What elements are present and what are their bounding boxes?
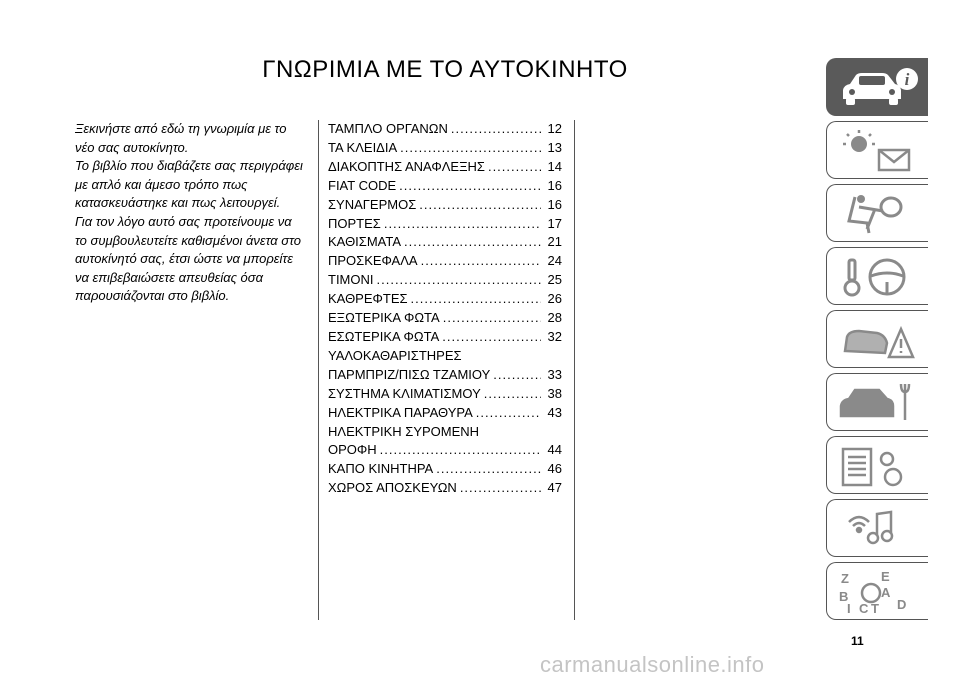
svg-text:Z: Z	[841, 571, 849, 586]
car-crash-warning-icon	[837, 317, 919, 363]
tab-multimedia[interactable]	[826, 499, 928, 557]
svg-text:I: I	[847, 601, 851, 615]
toc-entry-seats[interactable]: ΚΑΘΙΣΜΑΤΑ ..... 21	[328, 233, 562, 252]
svg-text:A: A	[881, 585, 891, 600]
tab-index[interactable]	[826, 562, 928, 620]
car-info-icon	[837, 65, 919, 111]
toc-entry-exterior-lights[interactable]: ΕΞΩΤΕΡΙΚΑ ΦΩΤΑ ..... 28	[328, 309, 562, 328]
tab-emergency[interactable]	[826, 310, 928, 368]
seat-airbag-icon	[837, 191, 919, 237]
table-of-contents	[328, 120, 562, 498]
toc-entry-interior-lights[interactable]: ΕΣΩΤΕΡΙΚΑ ΦΩΤΑ ..... 32	[328, 328, 562, 347]
intro-text	[75, 120, 305, 306]
toc-entry-mirrors[interactable]: ΚΑΘΡΕΦΤΕΣ ..... 26	[328, 290, 562, 309]
toc-entry-doors[interactable]: ΠΟΡΤΕΣ ..... 17	[328, 215, 562, 234]
intro-paragraph: Για τον λόγο αυτό σας προτείνουμε να το συμβουλευτείτε καθισμένοι άνετα στο αυτοκίνητό σας, έτσι ώστε να μπορείτε να επιβεβαιώσετε απευθείας όσα παρουσιάζονται στο βιβλίο.	[75, 213, 302, 304]
toc-entry-steering-wheel[interactable]: ΤΙΜΟΝΙ ..... 25	[328, 271, 562, 290]
svg-text:E: E	[881, 569, 890, 584]
warning-lights-message-icon	[837, 128, 919, 174]
tab-warning-lights[interactable]	[826, 121, 928, 179]
intro-paragraph: Ξεκινήστε από εδώ τη γνωριμία με το νέο σας αυτοκίνητο.	[75, 121, 287, 155]
svg-text:B: B	[839, 589, 849, 604]
toc-entry-dashboard[interactable]: ΤΑΜΠΛΟ ΟΡΓΑΝΩΝ ..... 12	[328, 120, 562, 139]
toc-entry-bonnet[interactable]: ΚΑΠΟ ΚΙΝΗΤΗΡΑ ..... 46	[328, 460, 562, 479]
toc-entry-head-restraints[interactable]: ΠΡΟΣΚΕΦΑΛΑ ..... 24	[328, 252, 562, 271]
tab-starting-driving[interactable]	[826, 247, 928, 305]
toc-entry-luggage-compartment[interactable]: ΧΩΡΟΣ ΑΠΟΣΚΕΥΩΝ ..... 47	[328, 479, 562, 498]
alphabetical-index-icon	[837, 569, 919, 615]
car-wrench-icon	[837, 380, 919, 426]
tab-technical-data[interactable]	[826, 436, 928, 494]
tab-maintenance[interactable]	[826, 373, 928, 431]
svg-text:i: i	[904, 70, 910, 89]
svg-text:C: C	[859, 601, 869, 615]
toc-entry-alarm[interactable]: ΣΥΝΑΓΕΡΜΟΣ ..... 16	[328, 196, 562, 215]
svg-text:T: T	[871, 601, 879, 615]
intro-paragraph: Το βιβλίο που διαβάζετε σας περιγράφει με απλό και άμεσο τρόπο πως κατασκευάστηκε και πως λειτουργεί.	[75, 158, 303, 211]
toc-entry-climate-control[interactable]: ΣΥΣΤΗΜΑ ΚΛΙΜΑΤΙΣΜΟΥ ..... 38	[328, 385, 562, 404]
specifications-gear-icon	[837, 443, 919, 489]
toc-entry-ignition-switch[interactable]: ΔΙΑΚΟΠΤΗΣ ΑΝΑΦΛΕΞΗΣ ..... 14	[328, 158, 562, 177]
svg-text:D: D	[897, 597, 907, 612]
toc-entry-sunroof[interactable]: ΗΛΕΚΤΡΙΚΗ ΣΥΡΟΜΕΝΗ ΟΡΟΦΗ ..... 44	[328, 423, 562, 461]
toc-entry-power-windows[interactable]: ΗΛΕΚΤΡΙΚΑ ΠΑΡΑΘΥΡΑ ..... 43	[328, 404, 562, 423]
tab-getting-to-know-car[interactable]	[826, 58, 928, 116]
key-steering-wheel-icon	[837, 254, 919, 300]
column-divider-left	[318, 120, 319, 620]
toc-entry-keys[interactable]: ΤΑ ΚΛΕΙΔΙΑ ..... 13	[328, 139, 562, 158]
page-number: 11	[851, 634, 864, 648]
multimedia-icon	[837, 506, 919, 552]
tab-safety[interactable]	[826, 184, 928, 242]
watermark: carmanualsonline.info	[540, 652, 765, 677]
toc-entry-fiat-code[interactable]: FIAT CODE ..... 16	[328, 177, 562, 196]
page-title: ΓΝΩΡΙΜΙΑ ΜΕ ΤΟ ΑΥΤΟΚΙΝΗΤΟ	[262, 56, 628, 83]
column-divider-right	[574, 120, 575, 620]
toc-entry-wipers[interactable]: ΥΑΛΟΚΑΘΑΡΙΣΤΗΡΕΣ ΠΑΡΜΠΡΙΖ/ΠΙΣΩ ΤΖΑΜΙΟΥ ..... 33	[328, 347, 562, 385]
